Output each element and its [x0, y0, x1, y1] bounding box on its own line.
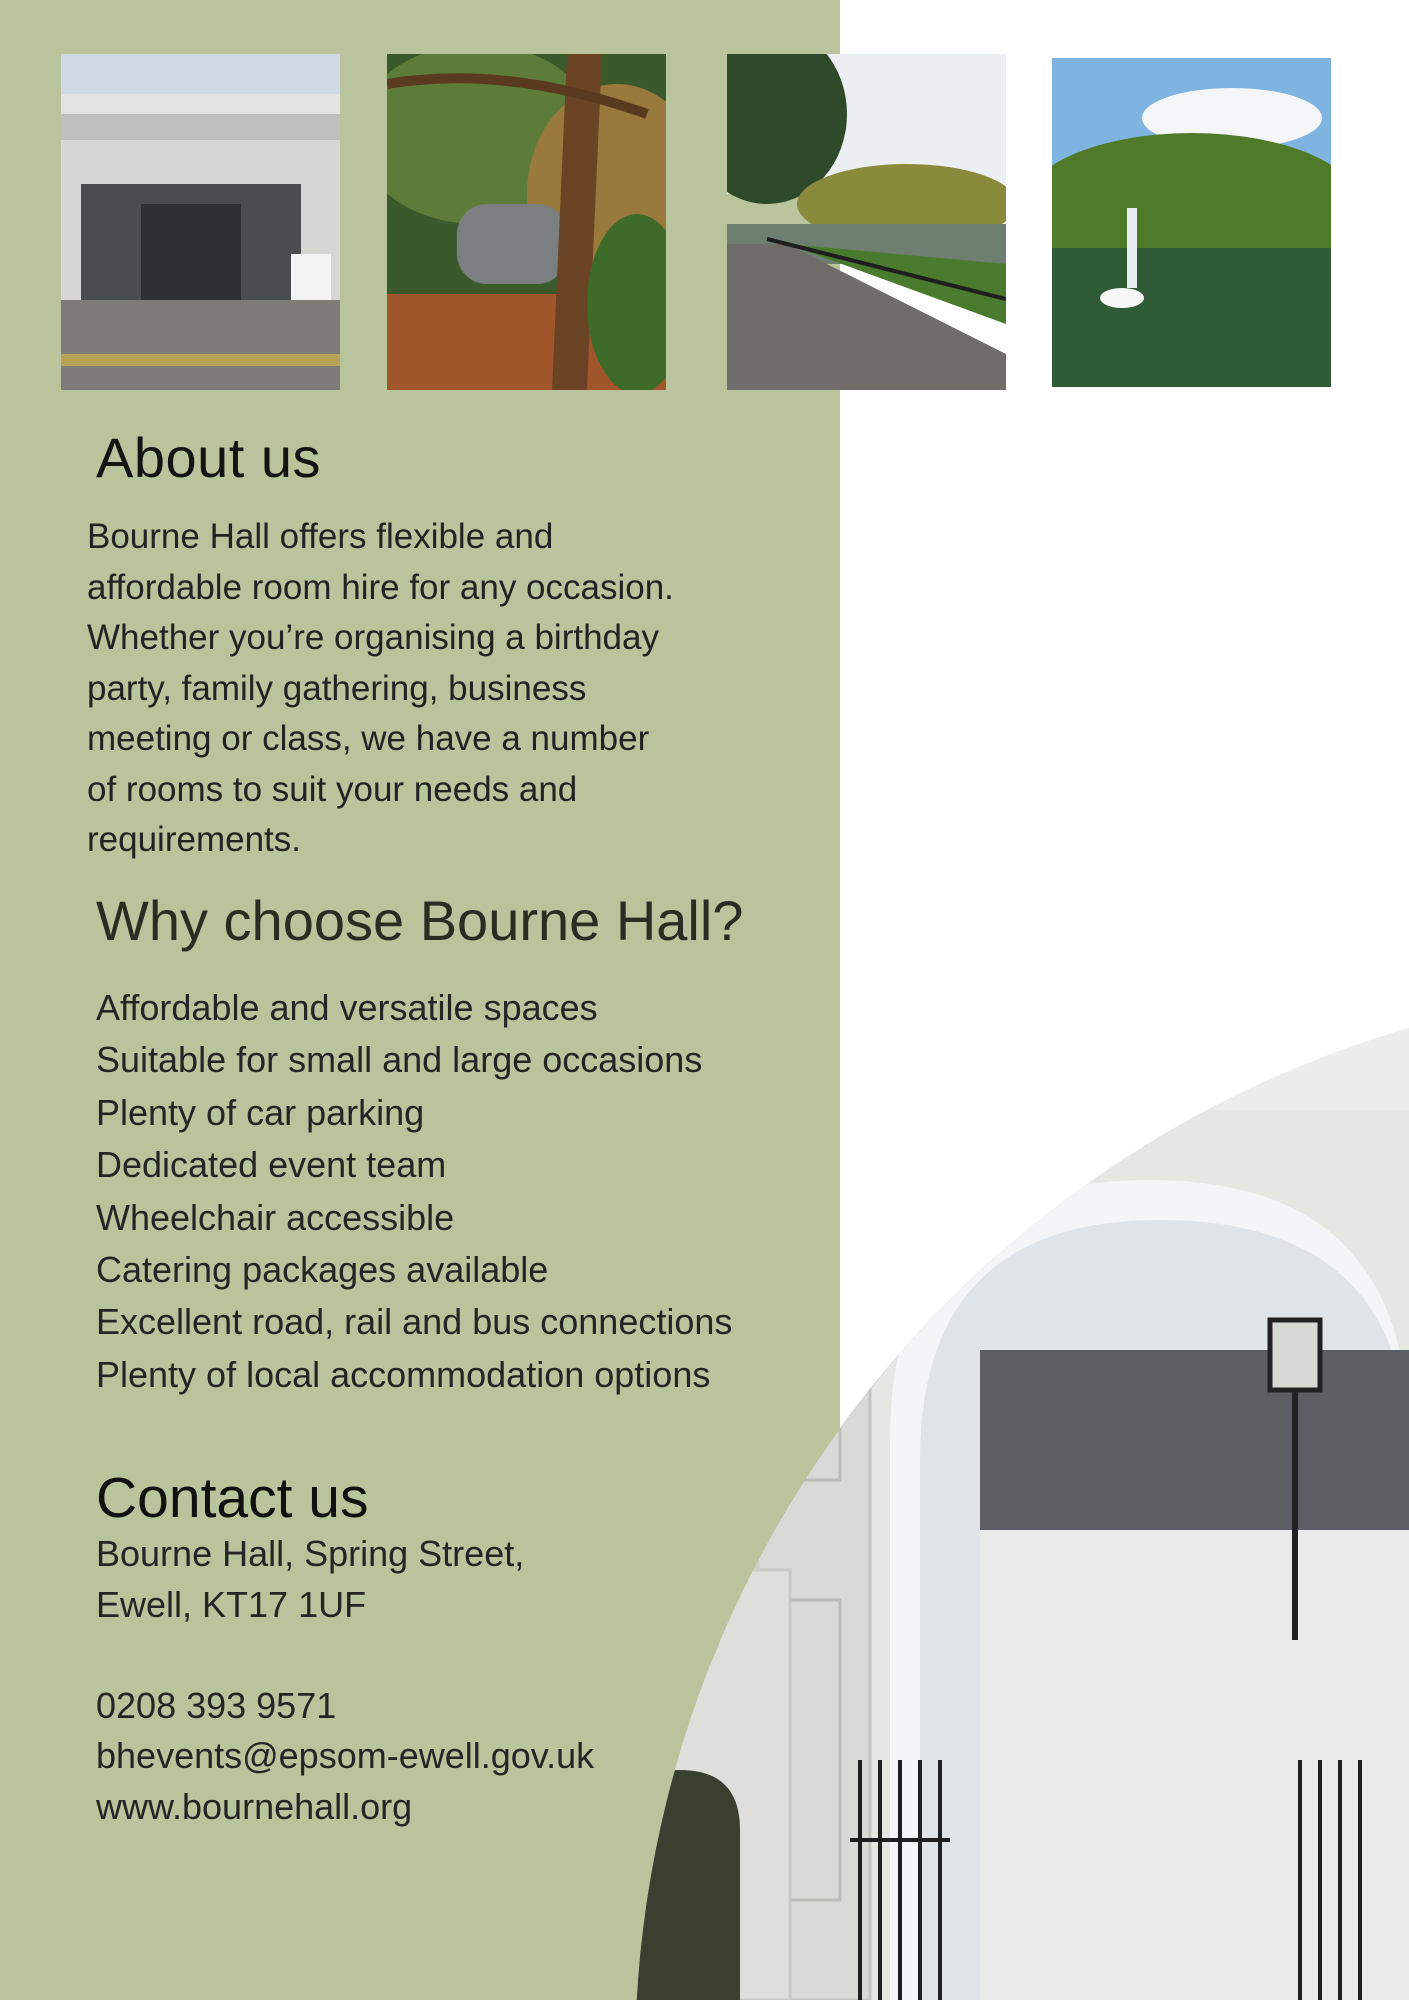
why-item: Affordable and versatile spaces [96, 987, 598, 1028]
about-paragraph [87, 512, 787, 866]
about-line: requirements. [87, 820, 301, 859]
why-heading: Why choose Bourne Hall? [96, 889, 744, 952]
about-line: affordable room hire for any occasion. [87, 567, 674, 607]
why-item: Wheelchair accessible [96, 1196, 455, 1238]
address-line-2: Ewell, KT17 1UF [96, 1583, 367, 1625]
photo-lake-fountain [1052, 58, 1331, 387]
address-line-1: Bourne Hall, Spring Street, [96, 1533, 525, 1574]
about-line: meeting or class, we have a number [87, 719, 650, 758]
why-item: Excellent road, rail and bus connections [96, 1301, 733, 1343]
photo-building-entrance [61, 54, 340, 390]
about-heading: About us [96, 426, 322, 489]
phone-number: 0208 393 9571 [96, 1684, 337, 1726]
website-link[interactable]: www.bournehall.org [96, 1785, 413, 1827]
why-list [96, 982, 732, 1401]
about-line: of rooms to suit your needs and [87, 769, 578, 809]
why-item: Dedicated event team [96, 1144, 447, 1186]
spacer [96, 1630, 594, 1681]
photo-lakeside-path [727, 54, 1006, 390]
about-line: party, family gathering, business [87, 668, 587, 708]
about-line: Whether you’re organising a birthday [87, 618, 659, 657]
contact-heading: Contact us [96, 1466, 369, 1530]
email-link[interactable]: bhevents@epsom-ewell.gov.uk [96, 1735, 595, 1776]
contact-details [96, 1529, 594, 1832]
photo-water-wheel [387, 54, 666, 390]
why-item: Catering packages available [96, 1249, 549, 1291]
why-item: Suitable for small and large occasions [96, 1039, 703, 1081]
why-item: Plenty of car parking [96, 1091, 425, 1133]
why-item: Plenty of local accommodation options [96, 1353, 711, 1395]
about-line: Bourne Hall offers flexible and [87, 517, 554, 556]
